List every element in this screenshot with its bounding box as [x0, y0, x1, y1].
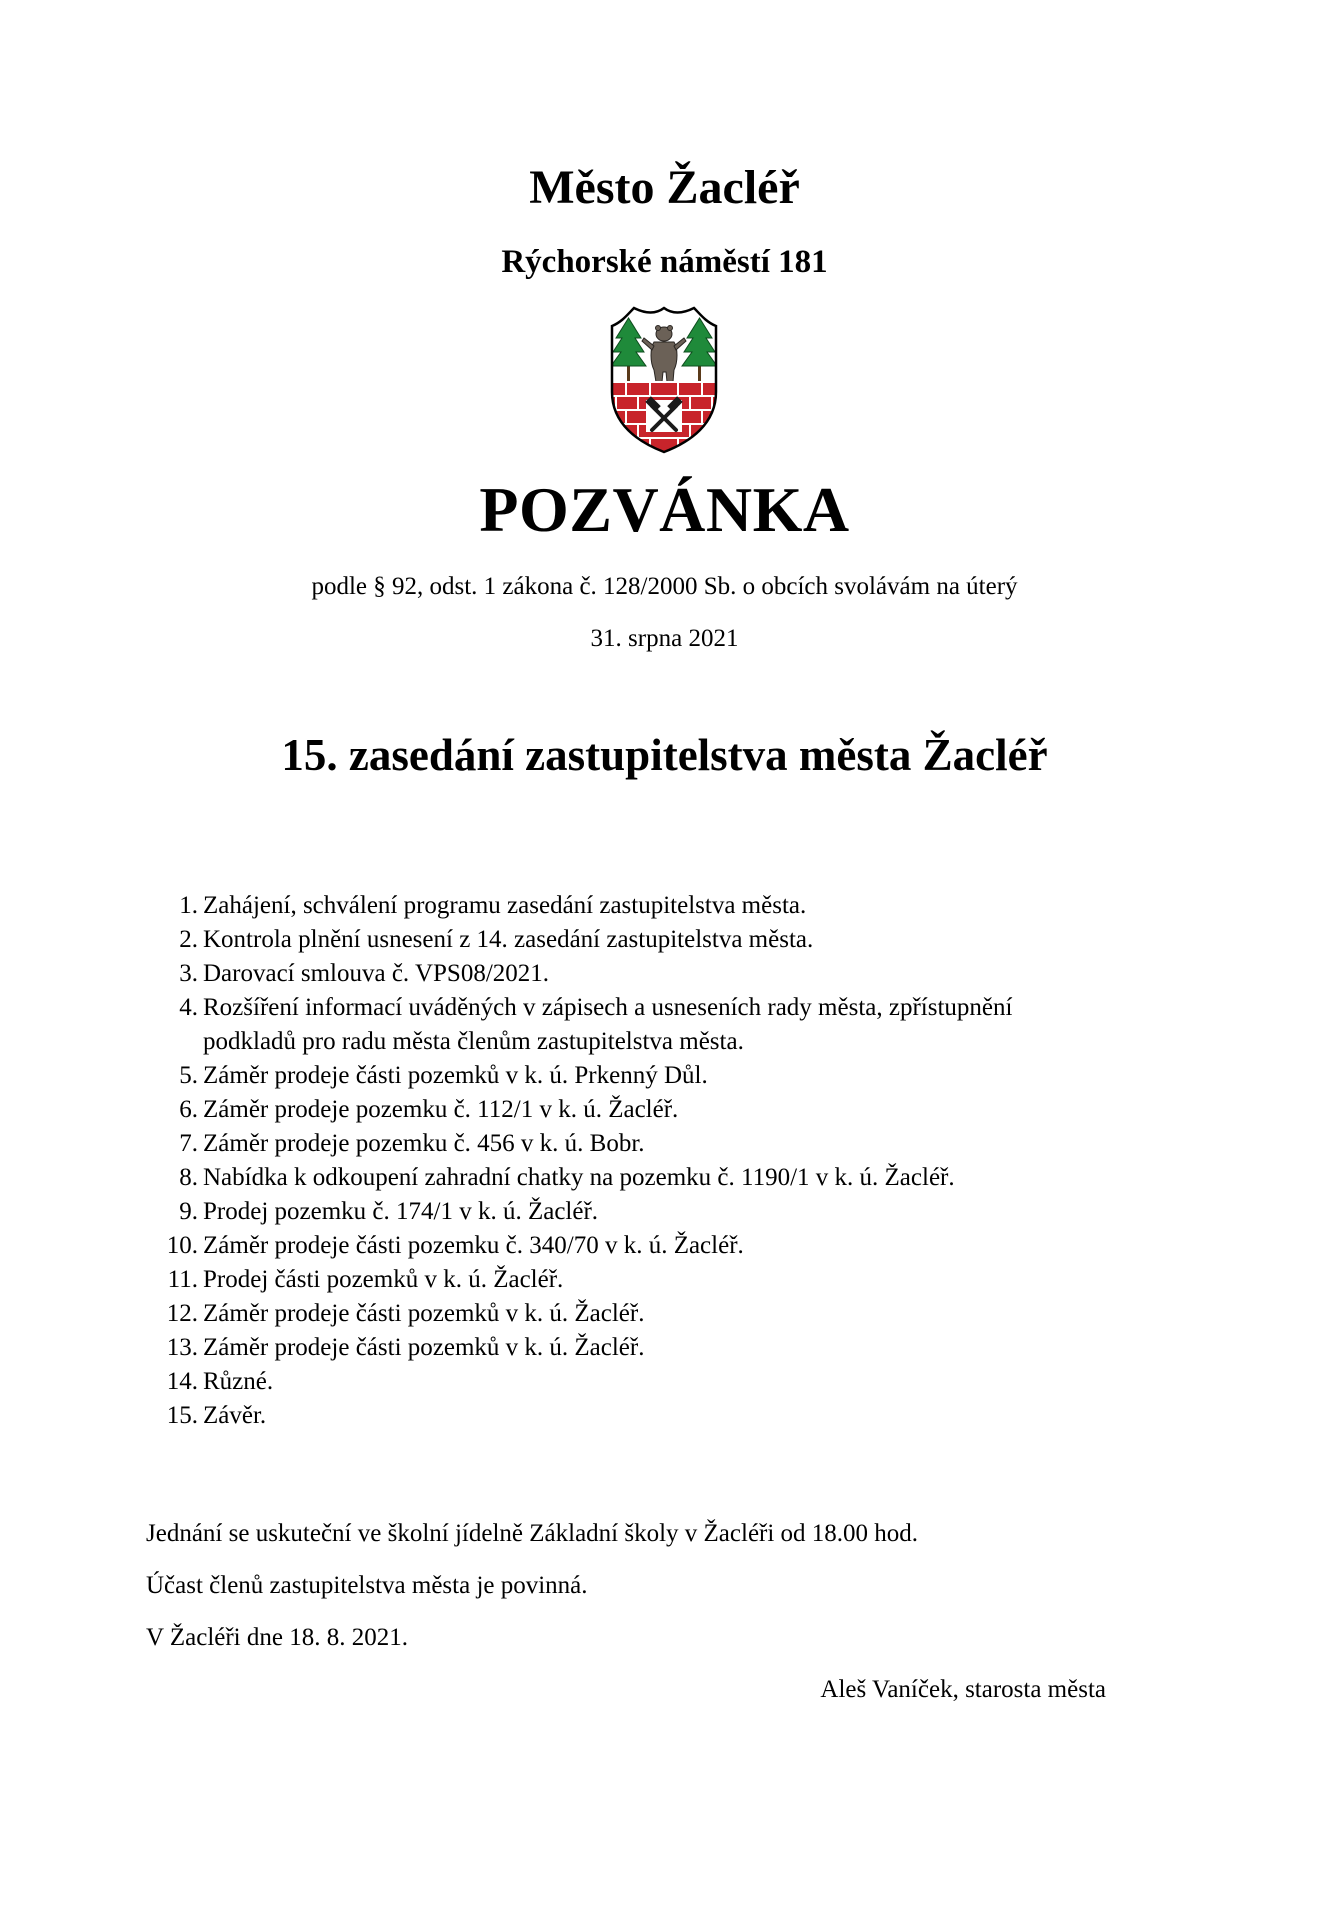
- agenda-item: [160, 1229, 1120, 1263]
- agenda-item-text: Zahájení, schválení programu zasedání zastupitelstva města.: [203, 892, 807, 919]
- agenda-item-text: Nabídka k odkoupení zahradní chatky na pozemku č. 1190/1 v k. ú. Žacléř.: [203, 1164, 955, 1191]
- session-date: 31. srpna 2021: [590, 625, 739, 652]
- agenda-item: [160, 1297, 1120, 1331]
- agenda-item-number: 3.: [179, 960, 198, 987]
- agenda-item-number: 1.: [179, 892, 198, 919]
- agenda-item-text: Darovací smlouva č. VPS08/2021.: [203, 960, 550, 987]
- agenda-item-text: Prodej části pozemků v k. ú. Žacléř.: [203, 1266, 564, 1293]
- agenda-item: [160, 889, 1120, 923]
- agenda-item-number: 5.: [179, 1062, 198, 1089]
- agenda-item: [160, 1093, 1120, 1127]
- agenda-item-text: Záměr prodeje pozemku č. 112/1 v k. ú. Žacléř.: [203, 1096, 679, 1123]
- agenda-item-text: Kontrola plnění usnesení z 14. zasedání zastupitelstva města.: [203, 926, 814, 953]
- agenda-item-number: 13.: [166, 1334, 198, 1361]
- agenda-item: [160, 957, 1120, 991]
- agenda-item-number: 6.: [179, 1096, 198, 1123]
- venue-text: Jednání se uskuteční ve školní jídelně Základní školy v Žacléři od 18.00 hod.: [146, 1520, 919, 1547]
- session-title: 15. zasedání zastupitelstva města Žacléř: [281, 730, 1048, 780]
- coat-of-arms-icon: [606, 304, 722, 454]
- agenda-list: [160, 889, 1120, 1433]
- agenda-item-number: 10.: [166, 1232, 198, 1259]
- agenda-item-text: Rozšíření informací uváděných v zápisech a usneseních rady města, zpřístupnění: [203, 994, 1013, 1021]
- agenda-item: [160, 1365, 1120, 1399]
- agenda-item: [160, 923, 1120, 957]
- agenda-item-number: 11.: [167, 1266, 198, 1293]
- town-title: Město Žacléř: [529, 161, 800, 214]
- legal-basis: podle § 92, odst. 1 zákona č. 128/2000 Sb. o obcích svolávám na úterý: [311, 573, 1018, 600]
- agenda-item: [160, 1127, 1120, 1161]
- agenda-item: [160, 1263, 1120, 1297]
- agenda-item-number: 7.: [179, 1130, 198, 1157]
- agenda-item-text: Záměr prodeje části pozemků v k. ú. Prkenný Důl.: [203, 1062, 708, 1089]
- attendance-text: Účast členů zastupitelstva města je povinná.: [146, 1572, 588, 1599]
- agenda-item: [160, 1161, 1120, 1195]
- agenda-item: [160, 1399, 1120, 1433]
- town-address: Rýchorské náměstí 181: [501, 244, 828, 280]
- agenda-item-text: Záměr prodeje části pozemku č. 340/70 v k. ú. Žacléř.: [203, 1232, 744, 1259]
- agenda-item: [160, 1195, 1120, 1229]
- agenda-item-number: 14.: [166, 1368, 198, 1395]
- agenda-item-text: Prodej pozemku č. 174/1 v k. ú. Žacléř.: [203, 1198, 599, 1225]
- agenda-item-text: Záměr prodeje části pozemků v k. ú. Žacléř.: [203, 1300, 645, 1327]
- agenda-item: [160, 1059, 1120, 1093]
- place-date-text: V Žacléři dne 18. 8. 2021.: [146, 1624, 408, 1651]
- agenda-item: [160, 991, 1120, 1059]
- signature: Aleš Vaníček, starosta města: [820, 1676, 1106, 1703]
- invitation-heading: POZVÁNKA: [479, 474, 850, 545]
- agenda-item-number: 8.: [179, 1164, 198, 1191]
- agenda-item-number: 9.: [179, 1198, 198, 1225]
- agenda-item-text: Závěr.: [203, 1402, 267, 1429]
- agenda-item-number: 12.: [166, 1300, 198, 1327]
- agenda-item-text: Záměr prodeje části pozemků v k. ú. Žacléř.: [203, 1334, 645, 1361]
- agenda-item-number: 2.: [179, 926, 198, 953]
- agenda-item-text: Záměr prodeje pozemku č. 456 v k. ú. Bobr.: [203, 1130, 645, 1157]
- agenda-item-number: 4.: [179, 994, 198, 1021]
- agenda-item-text: Různé.: [203, 1368, 274, 1395]
- agenda-item-number: 15.: [166, 1402, 198, 1429]
- agenda-item: [160, 1331, 1120, 1365]
- agenda-item-text: podkladů pro radu města členům zastupitelstva města.: [203, 1028, 744, 1055]
